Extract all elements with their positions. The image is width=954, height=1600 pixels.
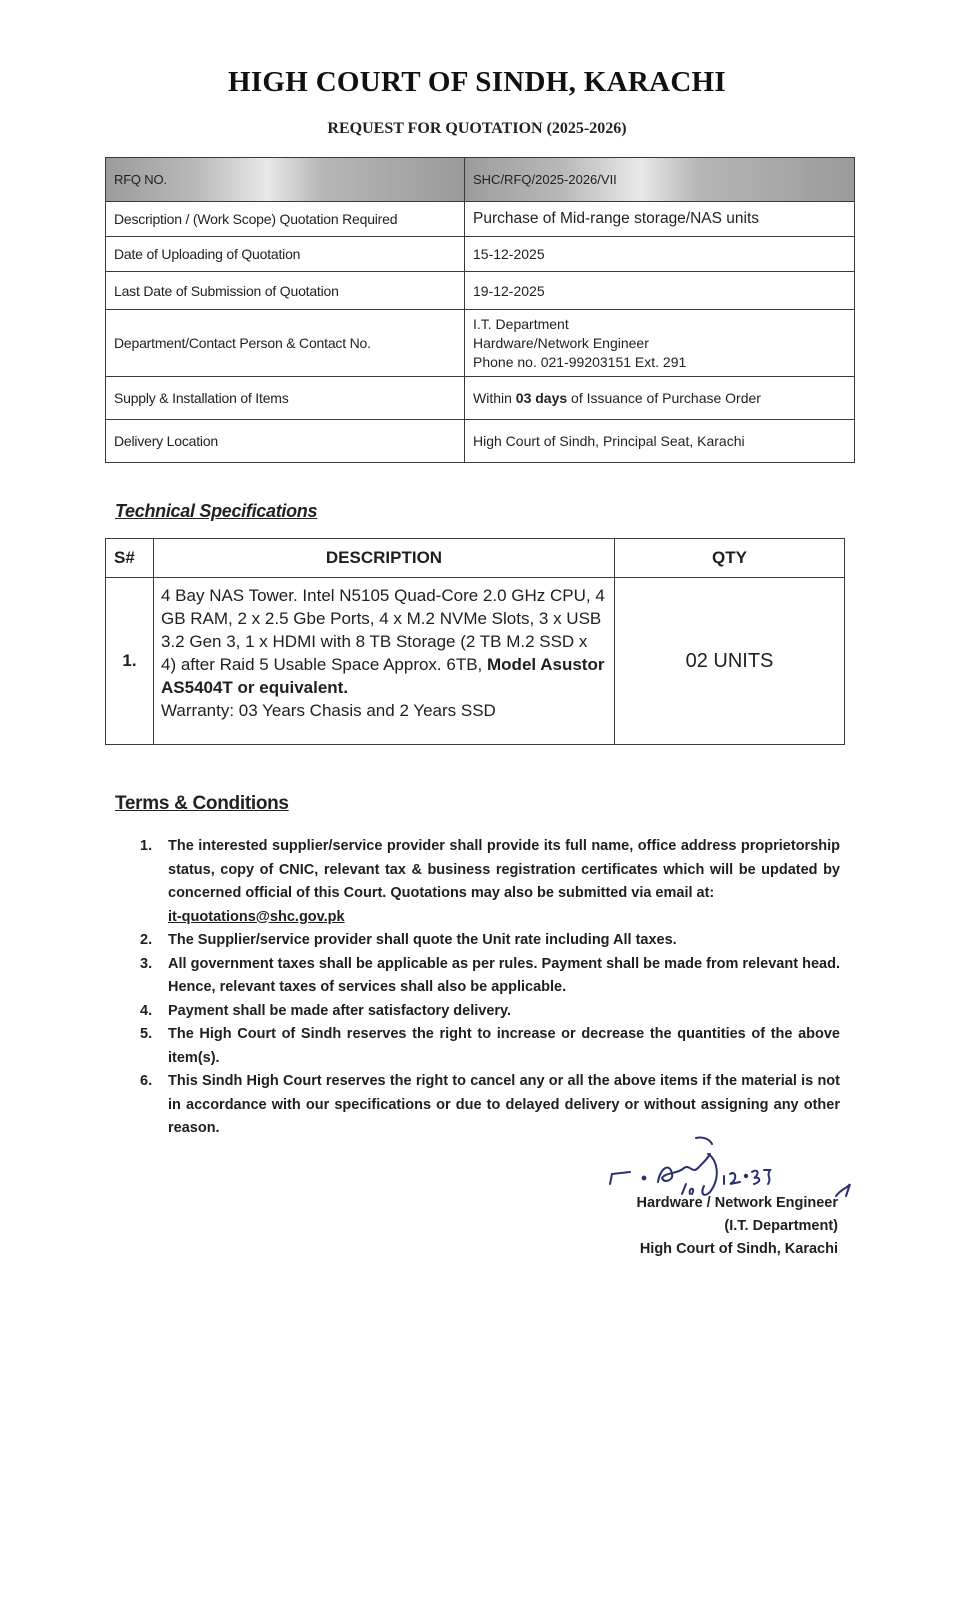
column-header-qty: QTY <box>615 539 845 578</box>
item-description <box>154 578 615 745</box>
term-text: All government taxes shall be applicable as per rules. Payment shall be made from relevant head. Hence, relevant taxes of services shall also be applicable. <box>168 955 840 995</box>
signatory-title: Hardware / Network Engineer <box>636 1195 838 1211</box>
upload-date-label: Date of Uploading of Quotation <box>106 237 465 272</box>
table-row <box>106 310 855 377</box>
item-qty: 02 UNITS <box>615 578 845 745</box>
rfq-no-value: SHC/RFQ/2025-2026/VII <box>465 158 855 202</box>
term-number: 4. <box>140 1002 153 1019</box>
item-model: Model Asustor AS5404T or equivalent. <box>161 655 605 697</box>
table-row <box>106 272 855 310</box>
term-text: The Supplier/service provider shall quote the Unit rate including All taxes. <box>168 932 677 948</box>
column-header-description: DESCRIPTION <box>154 539 615 578</box>
term-text: This Sindh High Court reserves the right to cancel any or all the above items if the material is not in accordance with our specifications or due to delayed delivery or without assigning any other reason. <box>168 1073 840 1136</box>
work-scope-label: Description / (Work Scope) Quotation Required <box>106 202 465 237</box>
email-link[interactable]: it-quotations@shc.gov.pk <box>168 908 345 925</box>
item-sn: 1. <box>106 578 154 745</box>
upload-date-value: 15-12-2025 <box>465 237 855 272</box>
supply-days: 03 days <box>515 390 568 406</box>
contact-person: Hardware/Network Engineer <box>473 334 649 351</box>
table-row <box>106 420 855 463</box>
supply-suffix: of Issuance of Purchase Order <box>567 390 761 406</box>
rfq-info-table <box>105 157 855 463</box>
contact-value <box>465 310 855 377</box>
term-number: 2. <box>140 932 153 948</box>
table-header-row <box>106 539 845 578</box>
item-warranty: Warranty: 03 Years Chasis and 2 Years SSD <box>161 701 496 720</box>
terms-heading: Terms & Conditions <box>115 793 289 814</box>
contact-department: I.T. Department <box>473 315 569 332</box>
technical-specifications-table <box>105 538 845 745</box>
table-row <box>106 158 855 202</box>
rfq-no-label: RFQ NO. <box>106 158 465 202</box>
term-number: 6. <box>140 1073 153 1089</box>
contact-label: Department/Contact Person & Contact No. <box>106 310 465 377</box>
signature-block <box>637 1192 838 1261</box>
page-title: HIGH COURT OF SINDH, KARACHI <box>227 66 726 98</box>
term-text: Payment shall be made after satisfactory delivery. <box>168 1002 512 1019</box>
term-number: 5. <box>140 1026 153 1042</box>
signatory-organization: High Court of Sindh, Karachi <box>639 1241 838 1257</box>
term-item <box>140 1023 840 1070</box>
table-row <box>106 237 855 272</box>
submission-date-value: 19-12-2025 <box>465 272 855 310</box>
term-number: 1. <box>140 838 153 854</box>
table-row <box>106 377 855 420</box>
signatory-department: (I.T. Department) <box>724 1218 838 1234</box>
contact-phone: Phone no. 021-99203151 Ext. 291 <box>473 353 687 370</box>
term-number: 3. <box>140 955 153 972</box>
term-item <box>140 953 840 1000</box>
term-item <box>140 1000 840 1024</box>
table-row <box>106 578 845 745</box>
work-scope-value: Purchase of Mid-range storage/NAS units <box>465 202 855 237</box>
term-text: The High Court of Sindh reserves the right to increase or decrease the quantities of the above item(s). <box>168 1026 840 1066</box>
item-description-text: 4 Bay NAS Tower. Intel N5105 Quad-Core 2.0 GHz CPU, 4 GB RAM, 2 x 2.5 Gbe Ports, 4 x M.2 NVMe Slots, 3 x USB 3.2 Gen 3, 1 x HDMI with 8 TB Storage (2 TB M.2 SSD x 4) after Raid 5 Usable Space Approx. 6TB, <box>161 586 605 674</box>
term-item <box>140 929 840 953</box>
delivery-location-value: High Court of Sindh, Principal Seat, Karachi <box>465 420 855 463</box>
term-item <box>140 835 840 929</box>
page-subtitle: REQUEST FOR QUOTATION (2025-2026) <box>327 120 627 137</box>
supply-prefix: Within <box>473 390 516 406</box>
column-header-sn: S# <box>106 539 154 578</box>
terms-list <box>140 835 840 1141</box>
table-row <box>106 202 855 237</box>
supply-installation-label: Supply & Installation of Items <box>106 377 465 420</box>
technical-specifications-heading: Technical Specifications <box>115 501 318 521</box>
delivery-location-label: Delivery Location <box>106 420 465 463</box>
supply-installation-value <box>465 377 855 420</box>
submission-date-label: Last Date of Submission of Quotation <box>106 272 465 310</box>
term-text: The interested supplier/service provider shall provide its full name, office address proprietorship status, copy of CNIC, relevant tax & business registration certificates which will be updated by concerned official of this Court. Quotations may also be submitted via email at: <box>168 838 840 901</box>
